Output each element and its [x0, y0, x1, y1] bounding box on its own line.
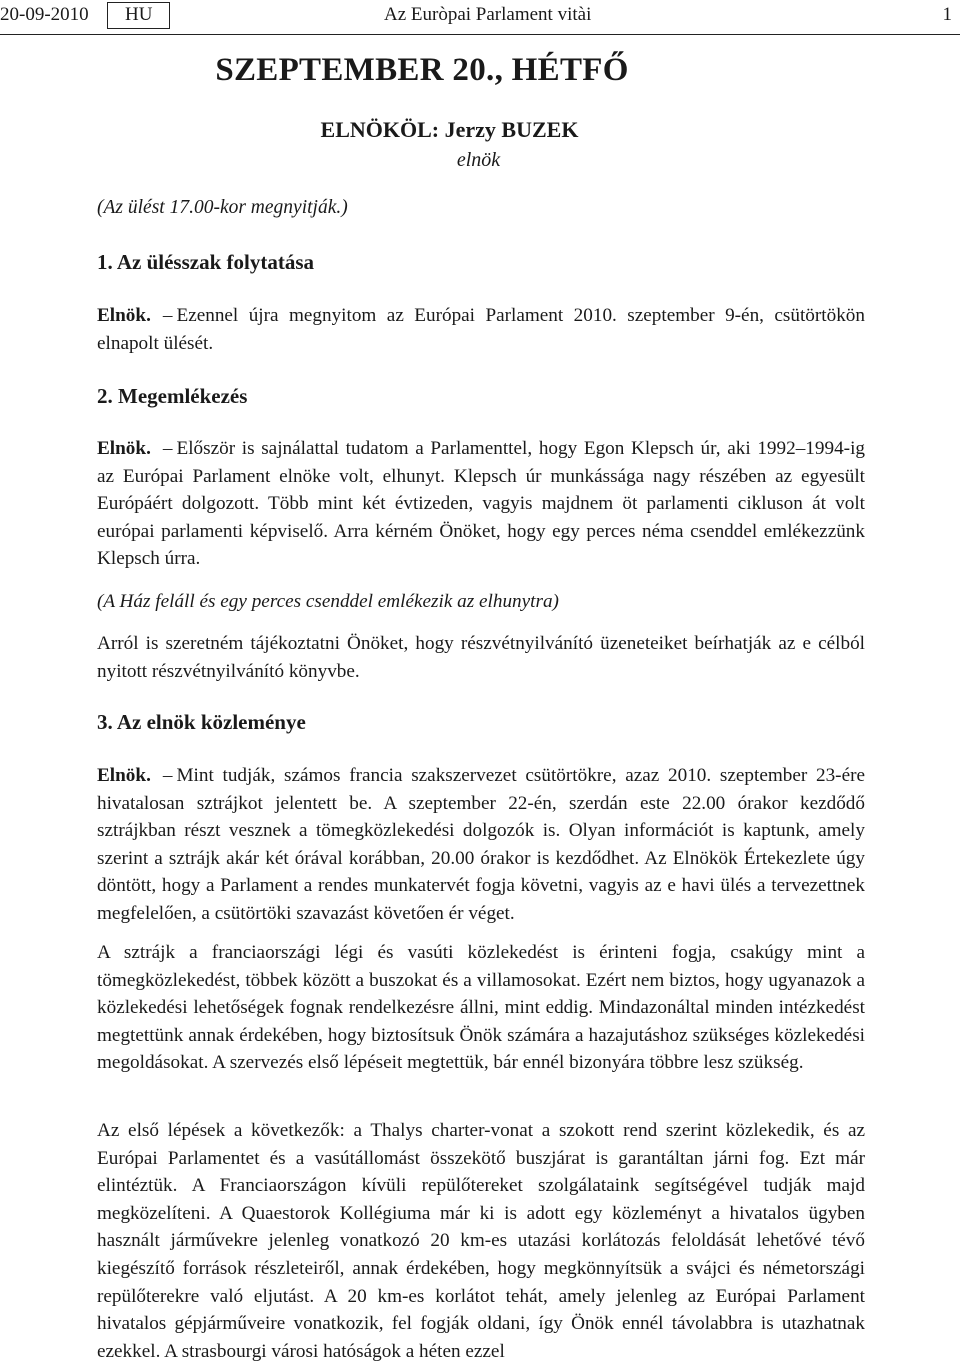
chair-role: elnök [456, 149, 501, 171]
speaker-name: Elnök. [97, 438, 151, 459]
page-number: 1 [942, 4, 952, 25]
speaker-name: Elnök. [97, 305, 151, 326]
speech-paragraph: Arról is szeretném tájékoztatni Önöket, hogy részvétnyilvánító üzeneteiket beírhatják az e célból nyitott részvétnyilvánító könyvbe. [97, 633, 865, 682]
header-title: Az Euròpai Parlament vitài [384, 4, 592, 25]
language-badge: HU [107, 2, 170, 29]
item-heading: 1. Az ülésszak folytatása [97, 250, 314, 274]
speech-text: Mint tudják, számos francia szakszervezet csütörtökre, azaz 2010. szeptember 23-ére hivatalosan sztrájkot jelentett be. A szeptember 22-én, szerdán este 22.00 órakor kezdődő sztrájkban részt vesznek a tömegközlekedési dolgozók is. Olyan információt is kaptunk, amely szerint a sztrájk akár két órával korábban, 20.00 órakor is kezdődhet. Az Elnökök Értekezlete úgy döntött, hogy a Parlament a rendes munkatervét fogja követni, vagyis az e havi ülés a tervezettnek megfelelően, a csütörtöki szavazást követően ér véget. [97, 765, 865, 924]
speech-paragraph [97, 302, 865, 357]
page-header [0, 0, 960, 35]
speech-paragraph [97, 762, 865, 928]
item-heading: 2. Megemlékezés [97, 384, 248, 408]
opening-note: (Az ülést 17.00-kor megnyitják.) [97, 197, 348, 218]
speaker-name: Elnök. [97, 765, 151, 786]
session-day-title: SZEPTEMBER 20., HÉTFŐ [215, 52, 629, 88]
speech-paragraph [97, 435, 865, 573]
header-date: 20-09-2010 [0, 4, 89, 25]
item-heading: 3. Az elnök közleménye [97, 710, 306, 734]
speech-paragraph: Az első lépések a következők: a Thalys charter-vonat a szokott rend szerint közlekedik, és az Európai Parlamentet és a vasútállomást összekötő buszjárat is garantáltan járni fog. Ezt már elintéztük. A Franciaországon kívüli repülőtereket szolgálataink segítségével tudják majd megközelíteni. A Quaestorok Kollégiuma már ki is adott egy közleményt a hivatalos ügyben használt járművekre jelenleg vonatkozó 20 km-es utazási korlátozás feloldását lehetővé tévő kiegészítő források részleteiről, annak érdekében, hogy megkönnyítsük a svájci és németországi repülőterekre való eljutást. A 20 km-es korlátot tehát, amely jelenleg az Európai Parlament hivatalos gépjárműveire vonatkozik, fel fogják oldani, így Önök ennél távolabbra is utazhatnak ezekkel. A strasbourgi városi hatóságok a héten ezzel [97, 1120, 865, 1362]
speech-text: Először is sajnálattal tudatom a Parlamenttel, hogy Egon Klepsch úr, aki 1992–1994-ig az Európai Parlament elnöke volt, elhunyt. Klepsch úr munkássága nagy részében az egyesült Európáért dolgozott. Több mint két évtizeden, vagyis majdnem öt parlamenti cikluson át volt európai parlamenti képviselő. Arra kérném Önöket, hogy egy perces néma csenddel emlékezzünk Klepsch úrra. [97, 438, 865, 570]
dash: – [162, 438, 173, 459]
chair-line: ELNÖKÖL: Jerzy BUZEK [320, 117, 579, 142]
speech-text: Ezennel újra megnyitom az Európai Parlament 2010. szeptember 9-én, csütörtökön elnapolt ülését. [97, 305, 865, 354]
speech-paragraph: A sztrájk a franciaországi légi és vasúti közlekedést is érinteni fogja, csakúgy mint a tömegközlekedést, többek között a buszokat és a villamosokat. Ezért nem biztos, hogy ugyanazok a közlekedési lehetőségek fognak rendelkezésre állni, mint eddig. Mindazonáltal minden intézkedést megtettünk annak érdekében, hogy biztosítsuk Önök számára a hazajutáshoz szükséges közlekedési megoldásokat. A szervezés első lépéseit megtettük, bár ennél bizonyára többre lesz szükség. [97, 942, 865, 1074]
stage-direction: (A Ház feláll és egy perces csenddel emlékezik az elhunytra) [97, 591, 559, 612]
dash: – [162, 765, 173, 786]
dash: – [162, 305, 173, 326]
